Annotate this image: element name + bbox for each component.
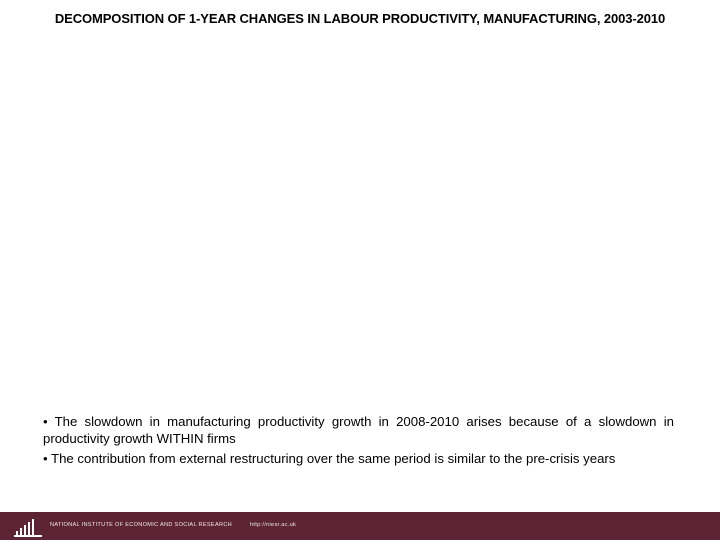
slide-title: DECOMPOSITION OF 1-YEAR CHANGES IN LABOUR PRODUCTIVITY, MANUFACTURING, 2003-2010 xyxy=(54,11,666,26)
bullet-item: • The slowdown in manufacturing productivity growth in 2008-2010 arises because of a slowdown in productivity growth WITHIN firms xyxy=(43,414,674,446)
footer-institute-name: NATIONAL INSTITUTE OF ECONOMIC AND SOCIAL RESEARCH xyxy=(50,522,233,528)
footer-bar xyxy=(0,512,720,540)
bullet-item: • The contribution from external restructuring over the same period is similar to the pre-crisis years xyxy=(43,451,616,466)
bullet-list xyxy=(43,414,674,472)
niesr-logo-icon xyxy=(14,519,42,537)
footer-url[interactable]: http://niesr.ac.uk xyxy=(250,522,297,528)
